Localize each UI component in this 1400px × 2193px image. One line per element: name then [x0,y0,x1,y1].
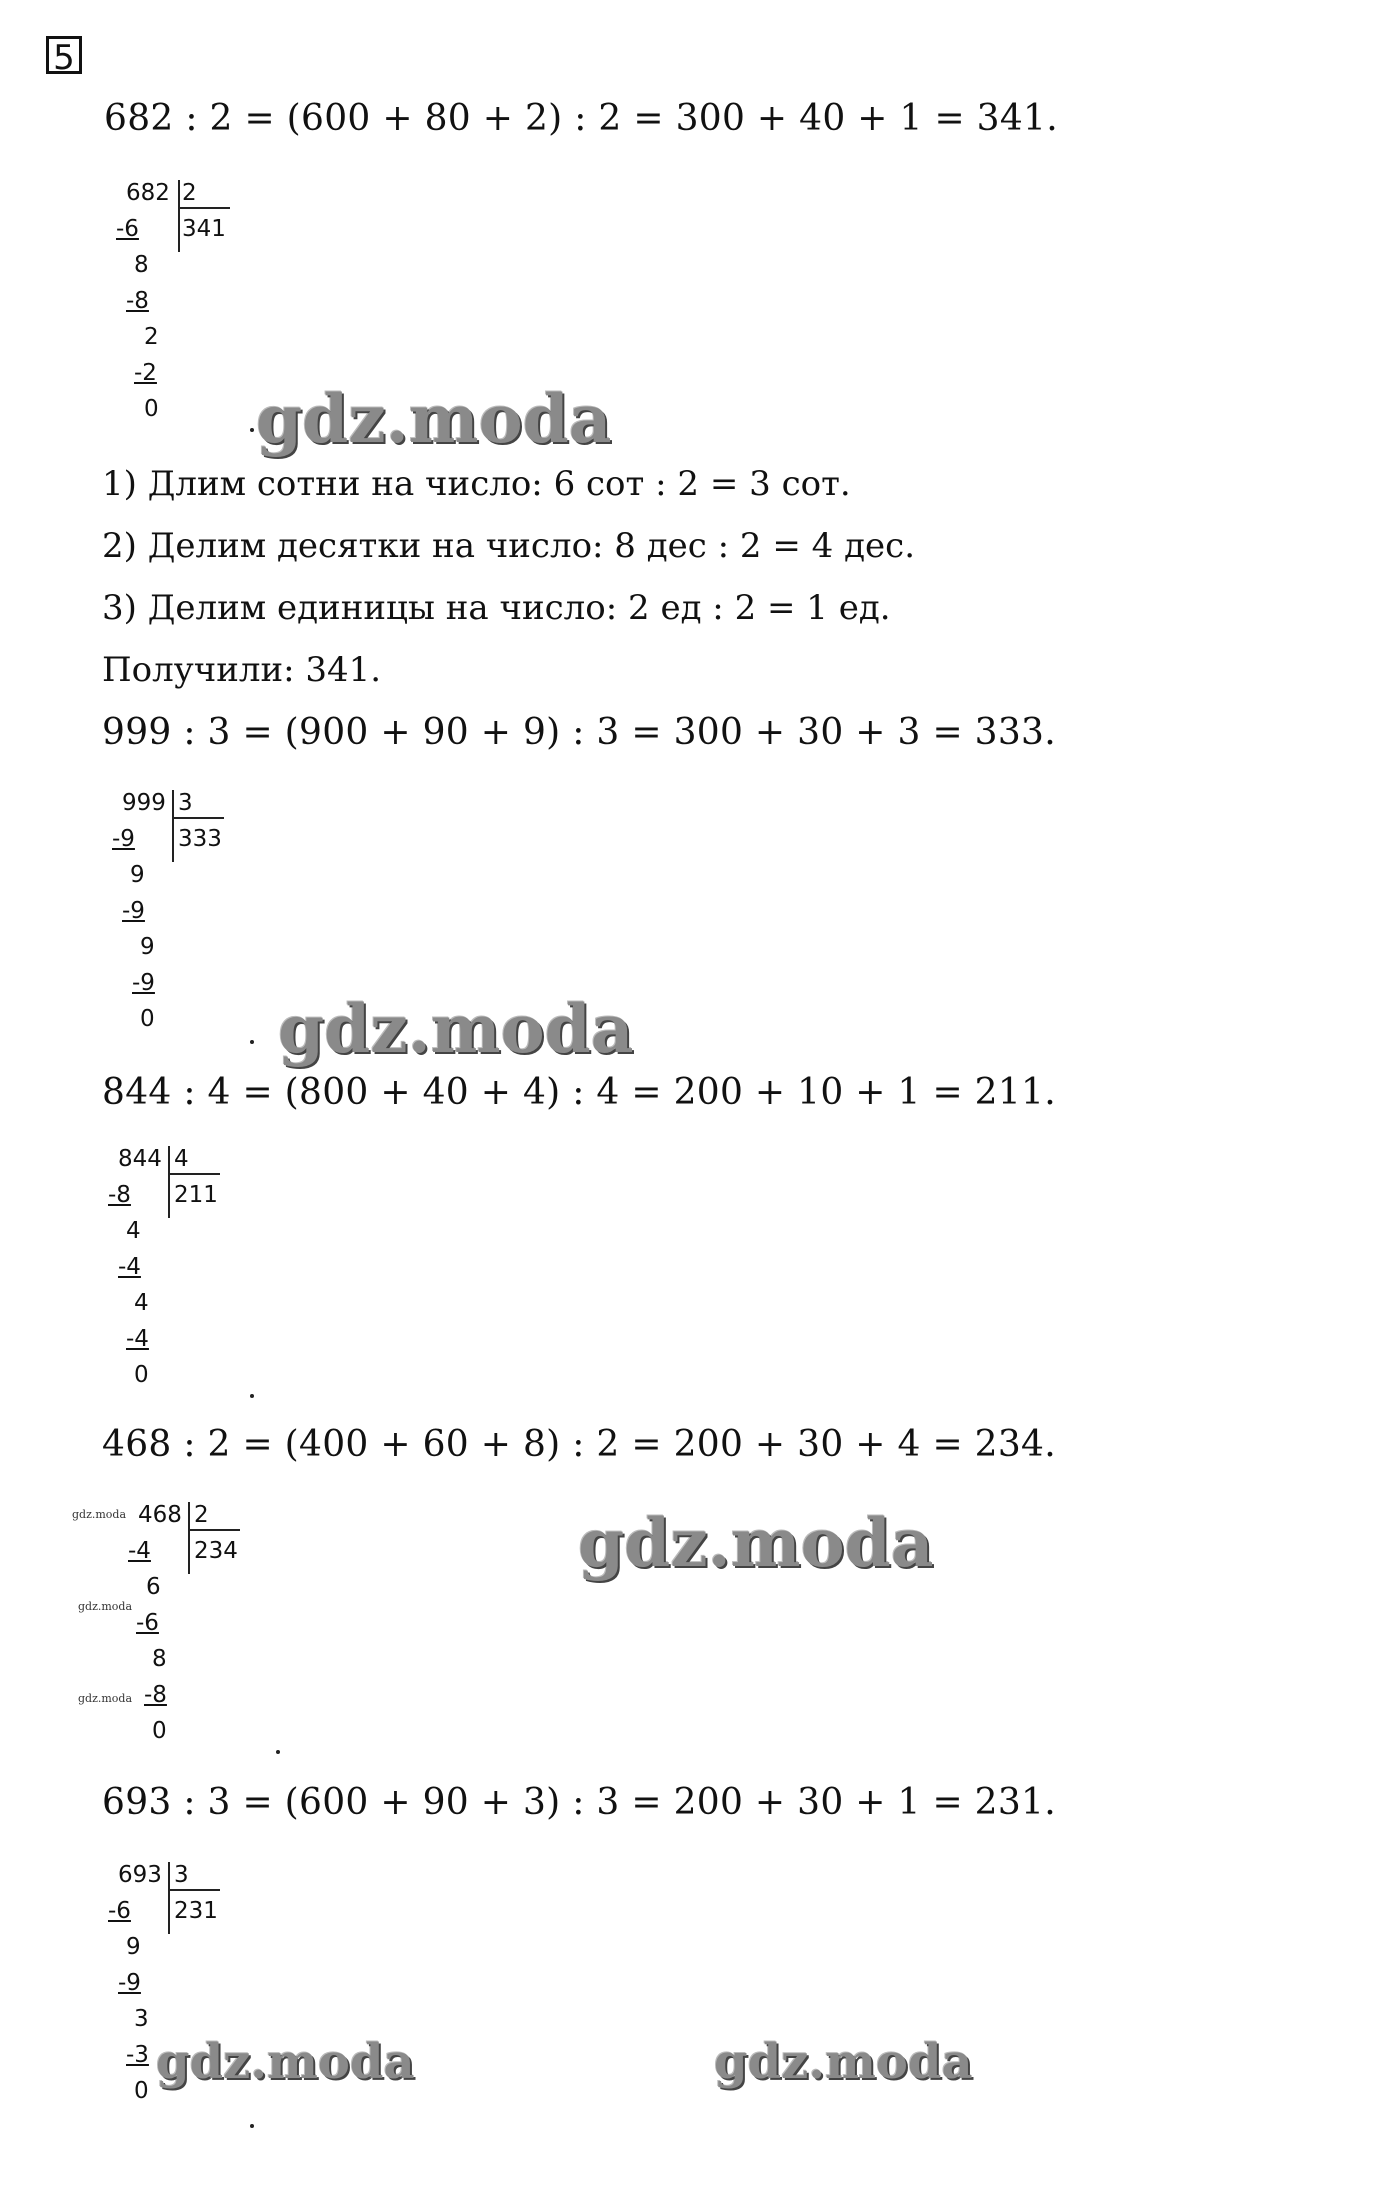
step: -8 [126,288,149,314]
watermark-small: gdz.moda [72,1508,127,1521]
step: -6 [108,1898,131,1924]
step: 8 [134,252,149,278]
watermark: gdz.moda [578,1504,934,1582]
equation-3: 844 : 4 = (800 + 40 + 4) : 4 = 200 + 10 + 1 = 211. [102,1072,1057,1113]
step: -2 [134,360,157,386]
task-number: 5 [46,36,82,74]
step: -9 [122,898,145,924]
step: -4 [126,1326,149,1352]
step: 0 [134,2078,149,2104]
equation-5: 693 : 3 = (600 + 90 + 3) : 3 = 200 + 30 + 1 = 231. [102,1782,1057,1823]
step: 0 [152,1718,167,1744]
step: 4 [126,1218,141,1244]
step: 4 [134,1290,149,1316]
quotient: 231 [174,1898,218,1924]
step: -3 [126,2042,149,2068]
step: 9 [140,934,155,960]
step: -6 [116,216,139,242]
equation-1: 682 : 2 = (600 + 80 + 2) : 2 = 300 + 40 + 1 = 341. [104,98,1059,139]
dividend: 468 [138,1502,182,1528]
explanation-step-3: 3) Делим единицы на число: 2 ед : 2 = 1 ед. [102,588,891,628]
step: -9 [118,1970,141,1996]
watermark-small: gdz.moda [78,1600,133,1613]
step: 8 [152,1646,167,1672]
watermark: gdz.moda [156,2034,415,2090]
divisor: 4 [174,1146,189,1172]
quotient: 211 [174,1182,218,1208]
equation-4: 468 : 2 = (400 + 60 + 8) : 2 = 200 + 30 + 4 = 234. [102,1424,1057,1465]
explanation-result: Получили: 341. [102,650,382,690]
watermark: gdz.moda [278,990,634,1068]
step: 9 [130,862,145,888]
step: 3 [134,2006,149,2032]
watermark-small: gdz.moda [78,1692,133,1705]
watermark: gdz.moda [256,380,612,458]
dividend: 999 [122,790,166,816]
divisor: 2 [194,1502,209,1528]
divisor: 3 [174,1862,189,1888]
long-division-2 [108,790,248,1030]
step: 2 [144,324,159,350]
step: 0 [144,396,159,422]
dividend: 844 [118,1146,162,1172]
step: -8 [108,1182,131,1208]
long-division-4 [126,1502,266,1742]
step: 9 [126,1934,141,1960]
explanation-step-2: 2) Делим десятки на число: 8 дес : 2 = 4 дес. [102,526,915,566]
long-division-1 [110,180,250,420]
quotient: 341 [182,216,226,242]
step: -9 [132,970,155,996]
step: -4 [118,1254,141,1280]
step: -8 [144,1682,167,1708]
step: -6 [136,1610,159,1636]
dividend: 682 [126,180,170,206]
long-division-3 [106,1146,246,1386]
watermark: gdz.moda [714,2034,973,2090]
divisor: 2 [182,180,197,206]
step: 0 [134,1362,149,1388]
divisor: 3 [178,790,193,816]
explanation-step-1: 1) Длим сотни на число: 6 сот : 2 = 3 сот. [102,464,851,504]
step: 6 [146,1574,161,1600]
quotient: 333 [178,826,222,852]
step: -9 [112,826,135,852]
equation-2: 999 : 3 = (900 + 90 + 9) : 3 = 300 + 30 + 3 = 333. [102,712,1057,753]
dividend: 693 [118,1862,162,1888]
step: -4 [128,1538,151,1564]
quotient: 234 [194,1538,238,1564]
step: 0 [140,1006,155,1032]
